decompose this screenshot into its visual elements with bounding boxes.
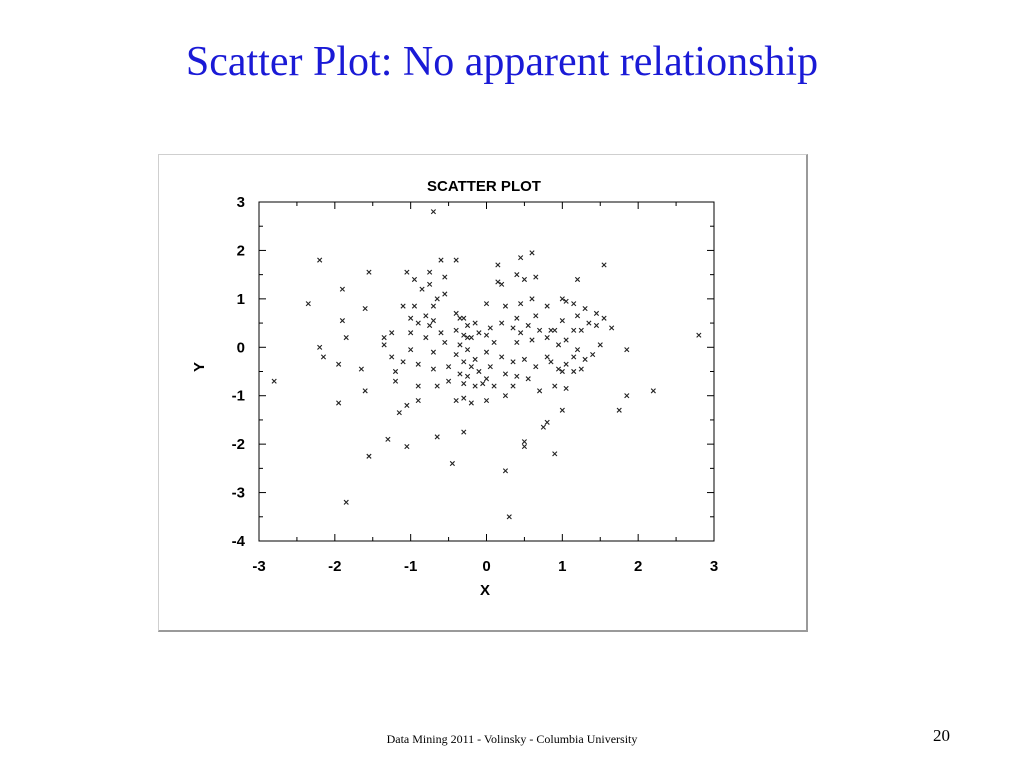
scatter-point — [454, 328, 458, 332]
scatter-point — [465, 348, 469, 352]
scatter-point — [522, 357, 526, 361]
scatter-point — [317, 345, 321, 349]
scatter-point — [401, 360, 405, 364]
scatter-point — [484, 333, 488, 337]
scatter-point — [386, 437, 390, 441]
scatter-point — [556, 367, 560, 371]
y-tick-label: -3 — [231, 484, 245, 502]
scatter-point — [583, 306, 587, 310]
scatter-point — [454, 352, 458, 356]
scatter-point — [594, 323, 598, 327]
scatter-point — [526, 377, 530, 381]
scatter-point — [515, 272, 519, 276]
scatter-point — [321, 355, 325, 359]
slide-footer: Data Mining 2011 - Volinsky - Columbia University — [386, 732, 638, 746]
scatter-plot — [159, 155, 805, 629]
scatter-point — [488, 364, 492, 368]
scatter-point — [408, 348, 412, 352]
scatter-point — [530, 338, 534, 342]
scatter-point — [382, 343, 386, 347]
scatter-point — [697, 333, 701, 337]
scatter-point — [545, 420, 549, 424]
scatter-point — [359, 367, 363, 371]
scatter-point — [572, 328, 576, 332]
scatter-point — [530, 251, 534, 255]
scatter-point — [435, 297, 439, 301]
scatter-point — [579, 328, 583, 332]
scatter-point — [454, 258, 458, 262]
scatter-point — [443, 340, 447, 344]
scatter-point — [435, 435, 439, 439]
scatter-point — [462, 430, 466, 434]
scatter-point — [625, 394, 629, 398]
scatter-point — [564, 338, 568, 342]
scatter-point — [492, 384, 496, 388]
y-tick-label: -4 — [231, 533, 245, 550]
x-tick-label: -1 — [403, 558, 418, 575]
scatter-point — [473, 321, 477, 325]
scatter-point — [537, 389, 541, 393]
scatter-point — [462, 381, 466, 385]
scatter-point — [537, 328, 541, 332]
scatter-point — [458, 372, 462, 376]
scatter-point — [507, 515, 511, 519]
scatter-point — [446, 364, 450, 368]
scatter-point — [431, 304, 435, 308]
scatter-point — [450, 461, 454, 465]
y-tick-label: 3 — [236, 194, 245, 211]
scatter-point — [556, 343, 560, 347]
scatter-point — [272, 379, 276, 383]
scatter-point — [518, 302, 522, 306]
scatter-point — [439, 258, 443, 262]
y-tick-label: 0 — [236, 339, 245, 357]
scatter-point — [534, 314, 538, 318]
scatter-point — [515, 316, 519, 320]
scatter-point — [431, 318, 435, 322]
scatter-point — [503, 469, 507, 473]
scatter-point — [564, 386, 568, 390]
scatter-point — [534, 275, 538, 279]
scatter-point — [583, 357, 587, 361]
scatter-point — [408, 331, 412, 335]
scatter-point — [458, 343, 462, 347]
scatter-point — [393, 369, 397, 373]
scatter-point — [462, 333, 466, 337]
scatter-point — [446, 379, 450, 383]
scatter-point — [443, 275, 447, 279]
scatter-point — [344, 335, 348, 339]
scatter-point — [503, 372, 507, 376]
scatter-point — [617, 408, 621, 412]
scatter-point — [473, 384, 477, 388]
y-tick-label: 2 — [236, 242, 245, 260]
scatter-point — [484, 350, 488, 354]
scatter-point — [484, 377, 488, 381]
scatter-point — [553, 452, 557, 456]
plot-border — [259, 202, 714, 541]
scatter-point — [469, 364, 473, 368]
scatter-point — [454, 398, 458, 402]
scatter-point — [518, 331, 522, 335]
scatter-point — [594, 311, 598, 315]
scatter-point — [522, 444, 526, 448]
scatter-point — [477, 331, 481, 335]
scatter-point — [572, 302, 576, 306]
scatter-point — [481, 381, 485, 385]
scatter-point — [367, 454, 371, 458]
scatter-point — [462, 316, 466, 320]
scatter-point — [306, 302, 310, 306]
scatter-point — [515, 374, 519, 378]
scatter-point — [553, 384, 557, 388]
scatter-point — [431, 350, 435, 354]
scatter-point — [473, 357, 477, 361]
scatter-point — [367, 270, 371, 274]
scatter-point — [424, 335, 428, 339]
scatter-point — [427, 282, 431, 286]
x-tick-label: 2 — [633, 558, 643, 575]
scatter-point — [526, 323, 530, 327]
scatter-point — [598, 343, 602, 347]
scatter-point — [469, 335, 473, 339]
scatter-point — [439, 331, 443, 335]
scatter-point — [560, 318, 564, 322]
scatter-point — [416, 398, 420, 402]
scatter-point — [336, 362, 340, 366]
scatter-point — [424, 314, 428, 318]
scatter-point — [443, 292, 447, 296]
scatter-point — [427, 270, 431, 274]
scatter-point — [572, 369, 576, 373]
scatter-point — [382, 335, 386, 339]
scatter-point — [420, 287, 424, 291]
scatter-point — [336, 401, 340, 405]
scatter-point — [515, 340, 519, 344]
scatter-point — [560, 369, 564, 373]
scatter-point — [522, 440, 526, 444]
scatter-point — [488, 326, 492, 330]
scatter-point — [511, 326, 515, 330]
scatter-point — [590, 352, 594, 356]
scatter-point — [363, 389, 367, 393]
scatter-point — [496, 280, 500, 284]
scatter-point — [609, 326, 613, 330]
scatter-point — [492, 340, 496, 344]
scatter-point — [405, 403, 409, 407]
scatter-point — [503, 304, 507, 308]
scatter-point — [390, 331, 394, 335]
scatter-point — [522, 277, 526, 281]
x-tick-label: 1 — [558, 558, 567, 575]
y-tick-label: 1 — [236, 290, 245, 308]
scatter-point — [572, 355, 576, 359]
scatter-point — [545, 355, 549, 359]
scatter-point — [408, 316, 412, 320]
scatter-point — [602, 316, 606, 320]
scatter-point — [534, 364, 538, 368]
scatter-point — [651, 389, 655, 393]
scatter-point — [564, 362, 568, 366]
y-tick-label: -2 — [231, 436, 245, 454]
scatter-point — [416, 321, 420, 325]
scatter-point — [390, 355, 394, 359]
scatter-point — [560, 408, 564, 412]
scatter-point — [511, 360, 515, 364]
scatter-point — [416, 362, 420, 366]
scatter-point — [363, 306, 367, 310]
scatter-point — [496, 263, 500, 267]
scatter-point — [560, 297, 564, 301]
scatter-point — [541, 425, 545, 429]
scatter-point — [344, 500, 348, 504]
scatter-point — [401, 304, 405, 308]
y-axis-label: Y — [191, 361, 208, 373]
scatter-point — [511, 384, 515, 388]
scatter-point — [393, 379, 397, 383]
scatter-point — [462, 396, 466, 400]
scatter-point — [405, 270, 409, 274]
scatter-point — [469, 401, 473, 405]
scatter-point — [431, 209, 435, 213]
scatter-point — [484, 398, 488, 402]
scatter-point — [477, 369, 481, 373]
scatter-point — [545, 304, 549, 308]
scatter-point — [499, 321, 503, 325]
scatter-point — [484, 302, 488, 306]
scatter-point — [499, 355, 503, 359]
x-tick-label: 0 — [482, 558, 491, 575]
scatter-point — [587, 321, 591, 325]
scatter-point — [412, 277, 416, 281]
scatter-point — [545, 335, 549, 339]
y-tick-label: -1 — [231, 387, 245, 405]
scatter-point — [553, 328, 557, 332]
x-tick-label: -2 — [328, 558, 342, 575]
scatter-point — [579, 367, 583, 371]
scatter-point — [575, 314, 579, 318]
scatter-point — [530, 297, 534, 301]
scatter-point — [454, 311, 458, 315]
scatter-point — [575, 277, 579, 281]
scatter-point — [340, 318, 344, 322]
scatter-point — [518, 255, 522, 259]
scatter-point — [317, 258, 321, 262]
scatter-point — [564, 299, 568, 303]
slide-title: Scatter Plot: No apparent relationship — [185, 39, 819, 85]
scatter-point — [412, 304, 416, 308]
scatter-point — [431, 367, 435, 371]
scatter-point — [462, 360, 466, 364]
scatter-point — [416, 384, 420, 388]
scatter-point — [503, 394, 507, 398]
x-tick-label: 3 — [709, 558, 719, 575]
scatter-point — [575, 348, 579, 352]
scatter-point — [465, 374, 469, 378]
chart-frame — [158, 154, 808, 632]
scatter-point — [602, 263, 606, 267]
scatter-point — [465, 323, 469, 327]
scatter-point — [435, 384, 439, 388]
scatter-point — [405, 444, 409, 448]
scatter-point — [625, 348, 629, 352]
chart-title: SCATTER PLOT — [427, 178, 541, 195]
x-axis-label: X — [479, 582, 491, 599]
page-number: 20 — [933, 726, 950, 745]
scatter-point — [340, 287, 344, 291]
scatter-point — [397, 410, 401, 414]
scatter-point — [549, 360, 553, 364]
scatter-point — [499, 282, 503, 286]
x-tick-label: -3 — [252, 558, 266, 575]
scatter-point — [427, 323, 431, 327]
